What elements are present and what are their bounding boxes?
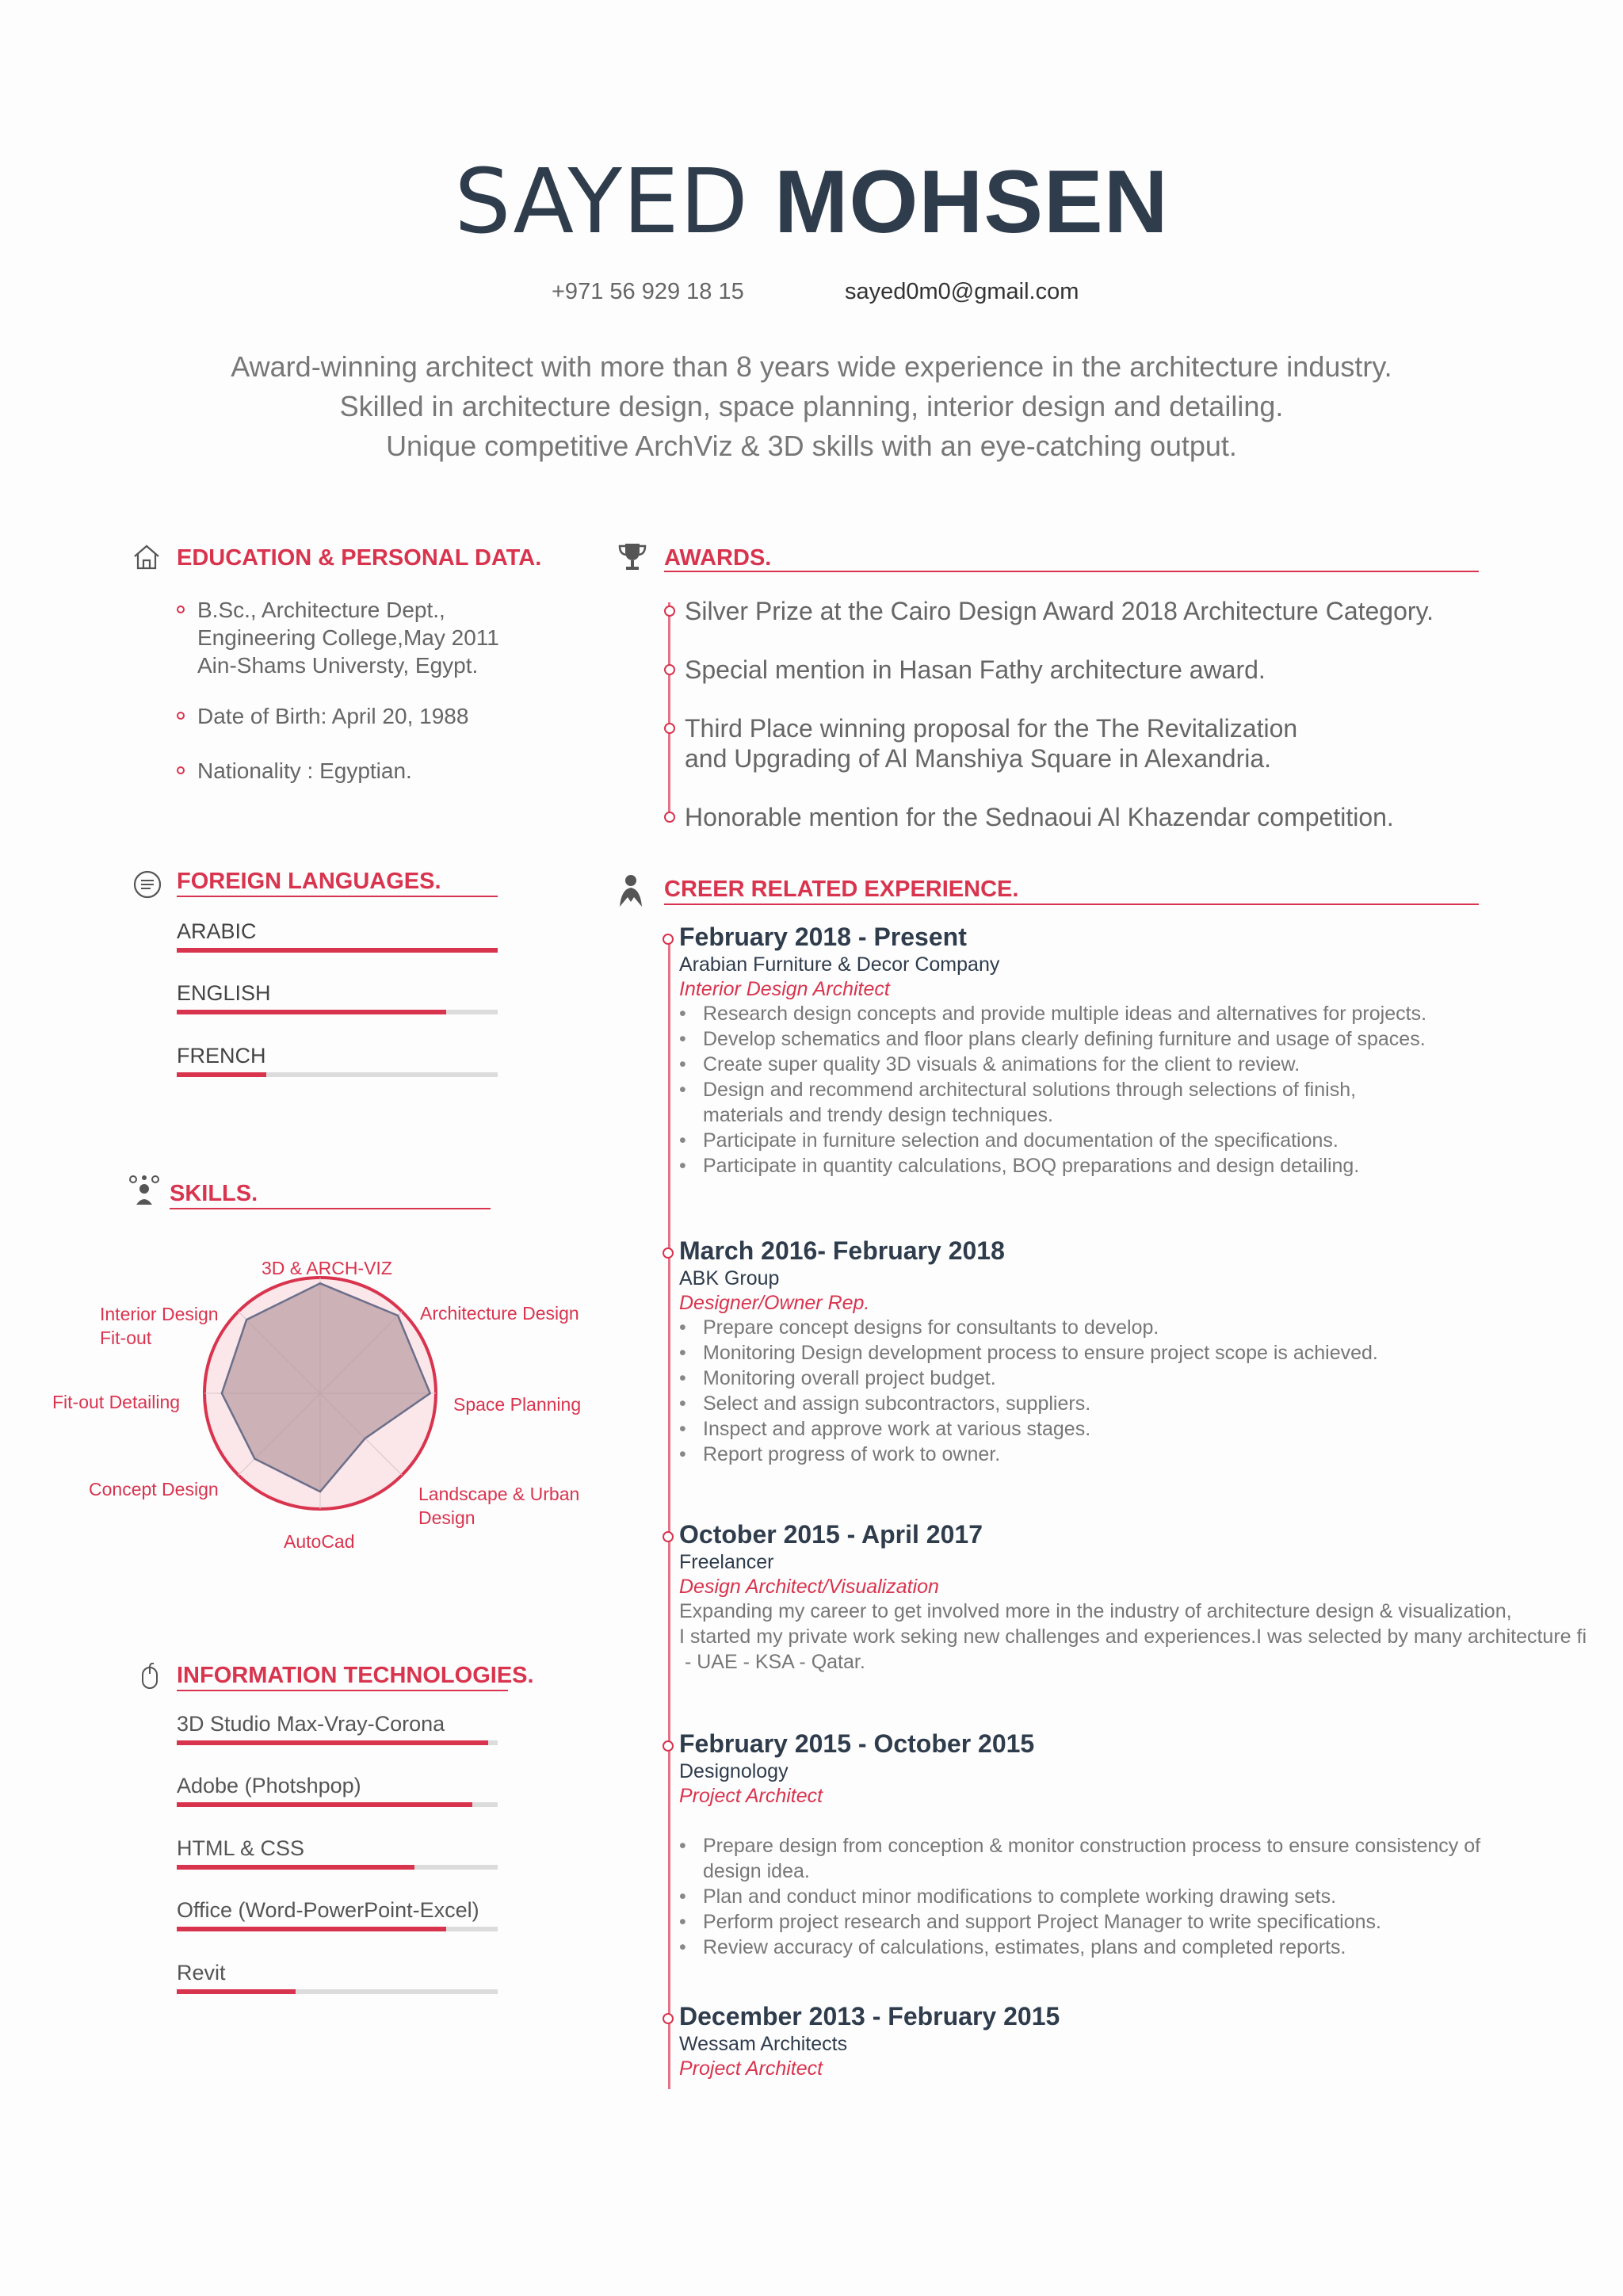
language-bar xyxy=(177,948,498,953)
email-address[interactable]: sayed0m0@gmail.com xyxy=(845,279,1079,304)
list-item: • Prepare design from conception & monitor construction process to ensure consistency of design idea. xyxy=(679,1833,1495,1884)
job-description: Expanding my career to get involved more in the industry of architecture design & visualization, xyxy=(679,1600,1512,1622)
it-skill-bar xyxy=(177,1927,498,1931)
section-divider xyxy=(664,904,1479,905)
job-company: Designology xyxy=(679,1760,789,1782)
list-item: • Monitoring overall project budget. xyxy=(679,1366,1472,1391)
bullet-icon xyxy=(177,712,185,720)
list-item: • Plan and conduct minor modifications to complete working drawing sets. xyxy=(679,1884,1472,1909)
language-label: ARABIC xyxy=(177,919,257,943)
person-icon xyxy=(615,873,647,912)
language-bar-fill xyxy=(177,1010,446,1014)
it-skill-bar-fill xyxy=(177,1865,414,1870)
text-line: Third Place winning proposal for the The Revitalization xyxy=(685,714,1298,743)
chat-icon xyxy=(132,869,163,904)
education-title: EDUCATION & PERSONAL DATA. xyxy=(177,545,542,571)
phone-number: +971 56 929 18 15 xyxy=(552,279,744,304)
job-date: December 2013 - February 2015 xyxy=(679,2002,1060,2030)
job-date: March 2016- February 2018 xyxy=(679,1236,1005,1265)
mouse-icon xyxy=(141,1663,158,1694)
experience-timeline xyxy=(668,935,670,2089)
award-item: Special mention in Hasan Fathy architecture award. xyxy=(685,655,1266,684)
summary-line: Award-winning architect with more than 8 years wide experience in the architecture industry. xyxy=(231,350,1392,383)
job-description: - UAE - KSA - Qatar. xyxy=(679,1651,865,1673)
job-date: October 2015 - April 2017 xyxy=(679,1520,983,1549)
job-company: Arabian Furniture & Decor Company xyxy=(679,953,1000,976)
job-role: Designer/Owner Rep. xyxy=(679,1292,870,1314)
summary-line: Skilled in architecture design, space planning, interior design and detailing. xyxy=(339,390,1284,422)
awards-title: AWARDS. xyxy=(664,545,772,571)
job-company: Wessam Architects xyxy=(679,2033,848,2055)
summary-line: Unique competitive ArchViz & 3D skills with an eye-catching output. xyxy=(386,430,1237,462)
education-degree xyxy=(197,596,499,679)
awards-timeline xyxy=(668,602,670,818)
section-divider xyxy=(664,571,1479,572)
it-skill-label: HTML & CSS xyxy=(177,1836,305,1860)
team-icon xyxy=(127,1175,162,1210)
job-duties xyxy=(679,1001,1472,1179)
it-skill-bar xyxy=(177,1740,498,1745)
job-entry xyxy=(679,1520,1623,1675)
job-role: Design Architect/Visualization xyxy=(679,1576,939,1598)
date-of-birth: Date of Birth: April 20, 1988 xyxy=(197,704,469,728)
list-item: • Perform project research and support Project Manager to write specifications. xyxy=(679,1909,1472,1935)
language-bar xyxy=(177,1072,498,1077)
list-item: • Develop schematics and floor plans clearly defining furniture and usage of spaces. xyxy=(679,1026,1472,1052)
list-item: • Review accuracy of calculations, estimates, plans and completed reports. xyxy=(679,1935,1472,1960)
it-skill-bar xyxy=(177,1989,498,1994)
it-skill-label: Office (Word-PowerPoint-Excel) xyxy=(177,1898,479,1922)
nationality: Nationality : Egyptian. xyxy=(197,758,412,783)
job-date: February 2018 - Present xyxy=(679,923,967,951)
award-item: Honorable mention for the Sednaoui Al Khazendar competition. xyxy=(685,803,1394,831)
trophy-icon xyxy=(617,542,648,576)
section-divider xyxy=(170,1208,491,1209)
last-name: MOHSEN xyxy=(774,152,1169,251)
list-item: • Select and assign subcontractors, suppliers. xyxy=(679,1391,1472,1416)
language-label: ENGLISH xyxy=(177,981,271,1005)
timeline-node xyxy=(663,1247,674,1259)
section-divider xyxy=(177,896,498,897)
job-duties xyxy=(679,1833,1481,1960)
timeline-node xyxy=(664,606,675,617)
timeline-node xyxy=(664,723,675,734)
job-role: Interior Design Architect xyxy=(679,978,890,1000)
language-label: FRENCH xyxy=(177,1044,266,1068)
award-item xyxy=(685,713,1297,774)
list-item: • Inspect and approve work at various stages. xyxy=(679,1416,1472,1442)
radar-axis-label: Concept Design xyxy=(89,1479,219,1499)
list-item: • Create super quality 3D visuals & animations for the client to review. xyxy=(679,1052,1472,1077)
it-skill-bar xyxy=(177,1802,498,1807)
list-item: • Prepare concept designs for consultants to develop. xyxy=(679,1315,1472,1340)
job-role: Project Architect xyxy=(679,2057,823,2080)
job-description: I started my private work seking new challenges and experiences.I was selected by many architecture fi xyxy=(679,1626,1587,1648)
timeline-node xyxy=(663,1740,674,1752)
job-company: ABK Group xyxy=(679,1267,780,1289)
award-item: Silver Prize at the Cairo Design Award 2018 Architecture Category. xyxy=(685,597,1434,625)
timeline-node xyxy=(663,934,674,945)
radar-axis-label: 3D & ARCH-VIZ xyxy=(262,1258,392,1278)
job-entry xyxy=(679,1236,1591,1467)
it-skill-bar-fill xyxy=(177,1989,296,1994)
summary xyxy=(0,347,1623,466)
text-line: Engineering College,May 2011 xyxy=(197,625,499,650)
it-title: INFORMATION TECHNOLOGIES. xyxy=(177,1663,534,1688)
it-skill-bar xyxy=(177,1865,498,1870)
radar-axis-label: Space Planning xyxy=(453,1394,582,1415)
section-divider xyxy=(177,1690,508,1691)
list-item: • Participate in furniture selection and documentation of the specifications. xyxy=(679,1128,1472,1153)
list-item: • Participate in quantity calculations, BOQ preparations and design detailing. xyxy=(679,1153,1472,1179)
language-bar xyxy=(177,1010,498,1014)
home-icon xyxy=(132,542,162,576)
bullet-icon xyxy=(177,766,185,774)
list-item: • Report progress of work to owner. xyxy=(679,1442,1472,1467)
candidate-name xyxy=(0,151,1623,254)
job-role: Project Architect xyxy=(679,1785,823,1807)
skills-radar-chart xyxy=(0,1236,618,1569)
text-line: Ain-Shams Universty, Egypt. xyxy=(197,653,479,678)
radar-axis-label: Architecture Design xyxy=(420,1303,579,1324)
timeline-node xyxy=(664,664,675,675)
text-line: B.Sc., Architecture Dept., xyxy=(197,598,445,622)
first-name: SAYED xyxy=(454,151,749,254)
it-skill-bar-fill xyxy=(177,1927,446,1931)
job-company: Freelancer xyxy=(679,1551,774,1573)
bullet-icon xyxy=(177,606,185,613)
radar-axis-label: Interior Design Fit-out xyxy=(100,1304,219,1348)
skills-title: SKILLS. xyxy=(170,1181,258,1206)
job-entry xyxy=(679,1729,1591,1960)
radar-axis-label: AutoCad xyxy=(284,1531,355,1552)
experience-title: CREER RELATED EXPERIENCE. xyxy=(664,877,1019,902)
text-line: and Upgrading of Al Manshiya Square in Alexandria. xyxy=(685,744,1272,773)
it-skill-bar-fill xyxy=(177,1740,488,1745)
timeline-node xyxy=(664,812,675,823)
languages-title: FOREIGN LANGUAGES. xyxy=(177,869,441,894)
timeline-node xyxy=(663,2013,674,2024)
list-item: • Design and recommend architectural solutions through selections of finish, materials and trendy design techniques. xyxy=(679,1077,1400,1128)
list-item: • Monitoring Design development process to ensure project scope is achieved. xyxy=(679,1340,1472,1366)
language-bar-fill xyxy=(177,948,498,953)
it-skill-label: Revit xyxy=(177,1961,226,1985)
job-date: February 2015 - October 2015 xyxy=(679,1729,1035,1758)
it-skill-label: 3D Studio Max-Vray-Corona xyxy=(177,1712,445,1736)
radar-axis-label: Fit-out Detailing xyxy=(52,1392,181,1412)
list-item: • Research design concepts and provide multiple ideas and alternatives for projects. xyxy=(679,1001,1472,1026)
it-skill-label: Adobe (Photshpop) xyxy=(177,1774,361,1797)
it-skill-bar-fill xyxy=(177,1802,472,1807)
timeline-node xyxy=(663,1531,674,1542)
radar-axis-label: Landscape & Urban Design xyxy=(418,1484,580,1528)
job-entry xyxy=(679,2002,1591,2080)
language-bar-fill xyxy=(177,1072,266,1077)
job-entry xyxy=(679,923,1591,1179)
job-duties xyxy=(679,1315,1472,1467)
